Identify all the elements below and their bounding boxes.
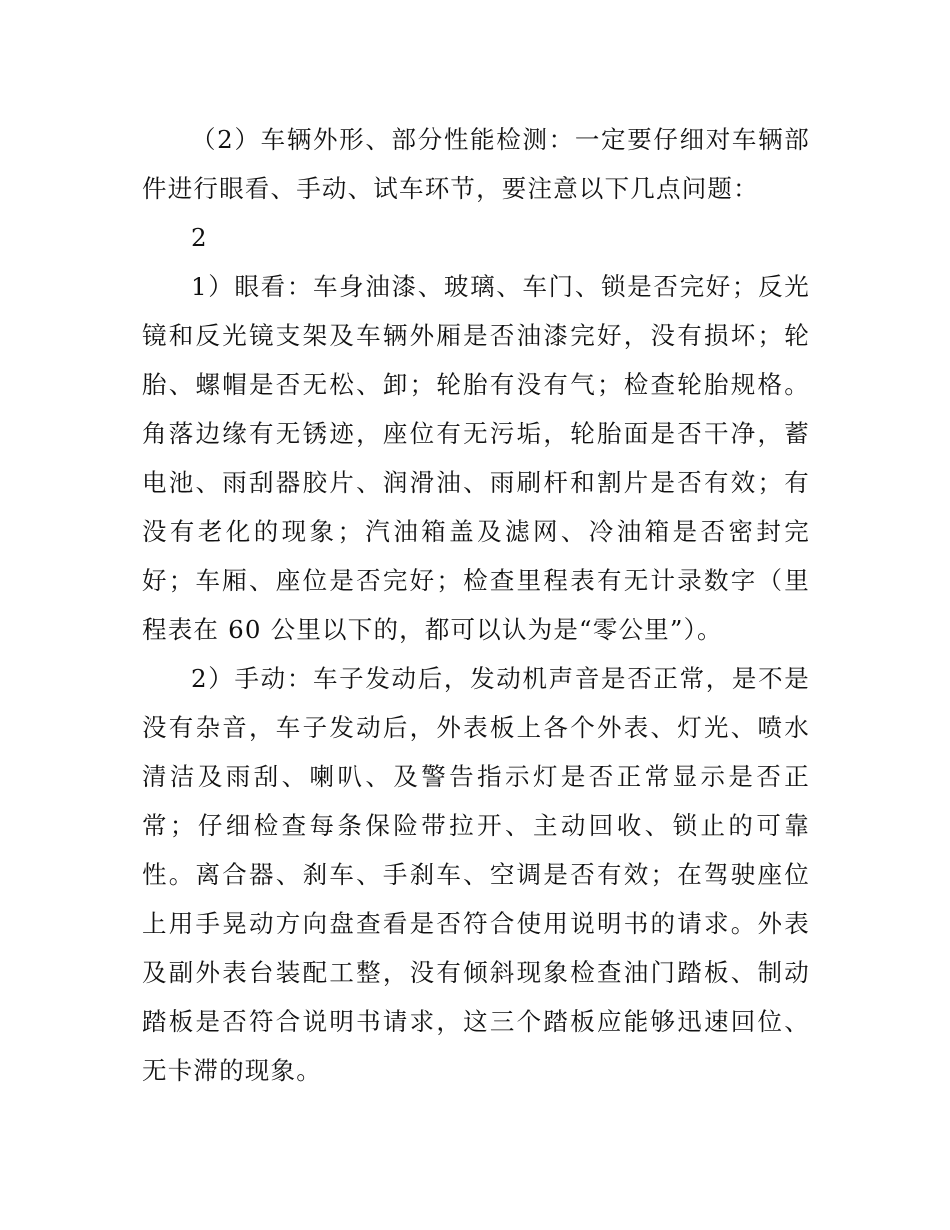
- paragraph-inspection-intro: （2）车辆外形、部分性能检测：一定要仔细对车辆部件进行眼看、手动、试车环节，要注意以下几点问题：: [142, 125, 810, 203]
- document-body: [142, 115, 810, 1095]
- paragraph-manual-check: 2）手动：车子发动后，发动机声音是否正常，是不是没有杂音，车子发动后，外表板上各个外表、灯光、喷水清洁及雨刮、喇叭、及警告指示灯是否正常显示是否正常；仔细检查每条保险带拉开、主动回收、锁止的可靠性。离合器、刹车、手刹车、空调是否有效；在驾驶座位上用手晃动方向盘查看是否符合使用说明书的请求。外表及副外表台装配工整，没有倾斜现象检查油门踏板、制动踏板是否符合说明书请求，这三个踏板应能够迅速回位、无卡滞的现象。: [142, 664, 810, 1085]
- paragraph-visual-check: 1）眼看：车身油漆、玻璃、车门、锁是否完好；反光镜和反光镜支架及车辆外厢是否油漆完好，没有损坏；轮胎、螺帽是否无松、卸；轮胎有没有气；检查轮胎规格。角落边缘有无锈迹，座位有无污垢，轮胎面是否干净，蓄电池、雨刮器胶片、润滑油、雨刷杆和割片是否有效；有没有老化的现象；汽油箱盖及滤网、冷油箱是否密封完好；车厢、座位是否完好；检查里程表有无计录数字（里程表在 60 公里以下的，都可以认为是“零公里”）。: [142, 272, 810, 644]
- paragraph-number: 2: [191, 223, 208, 252]
